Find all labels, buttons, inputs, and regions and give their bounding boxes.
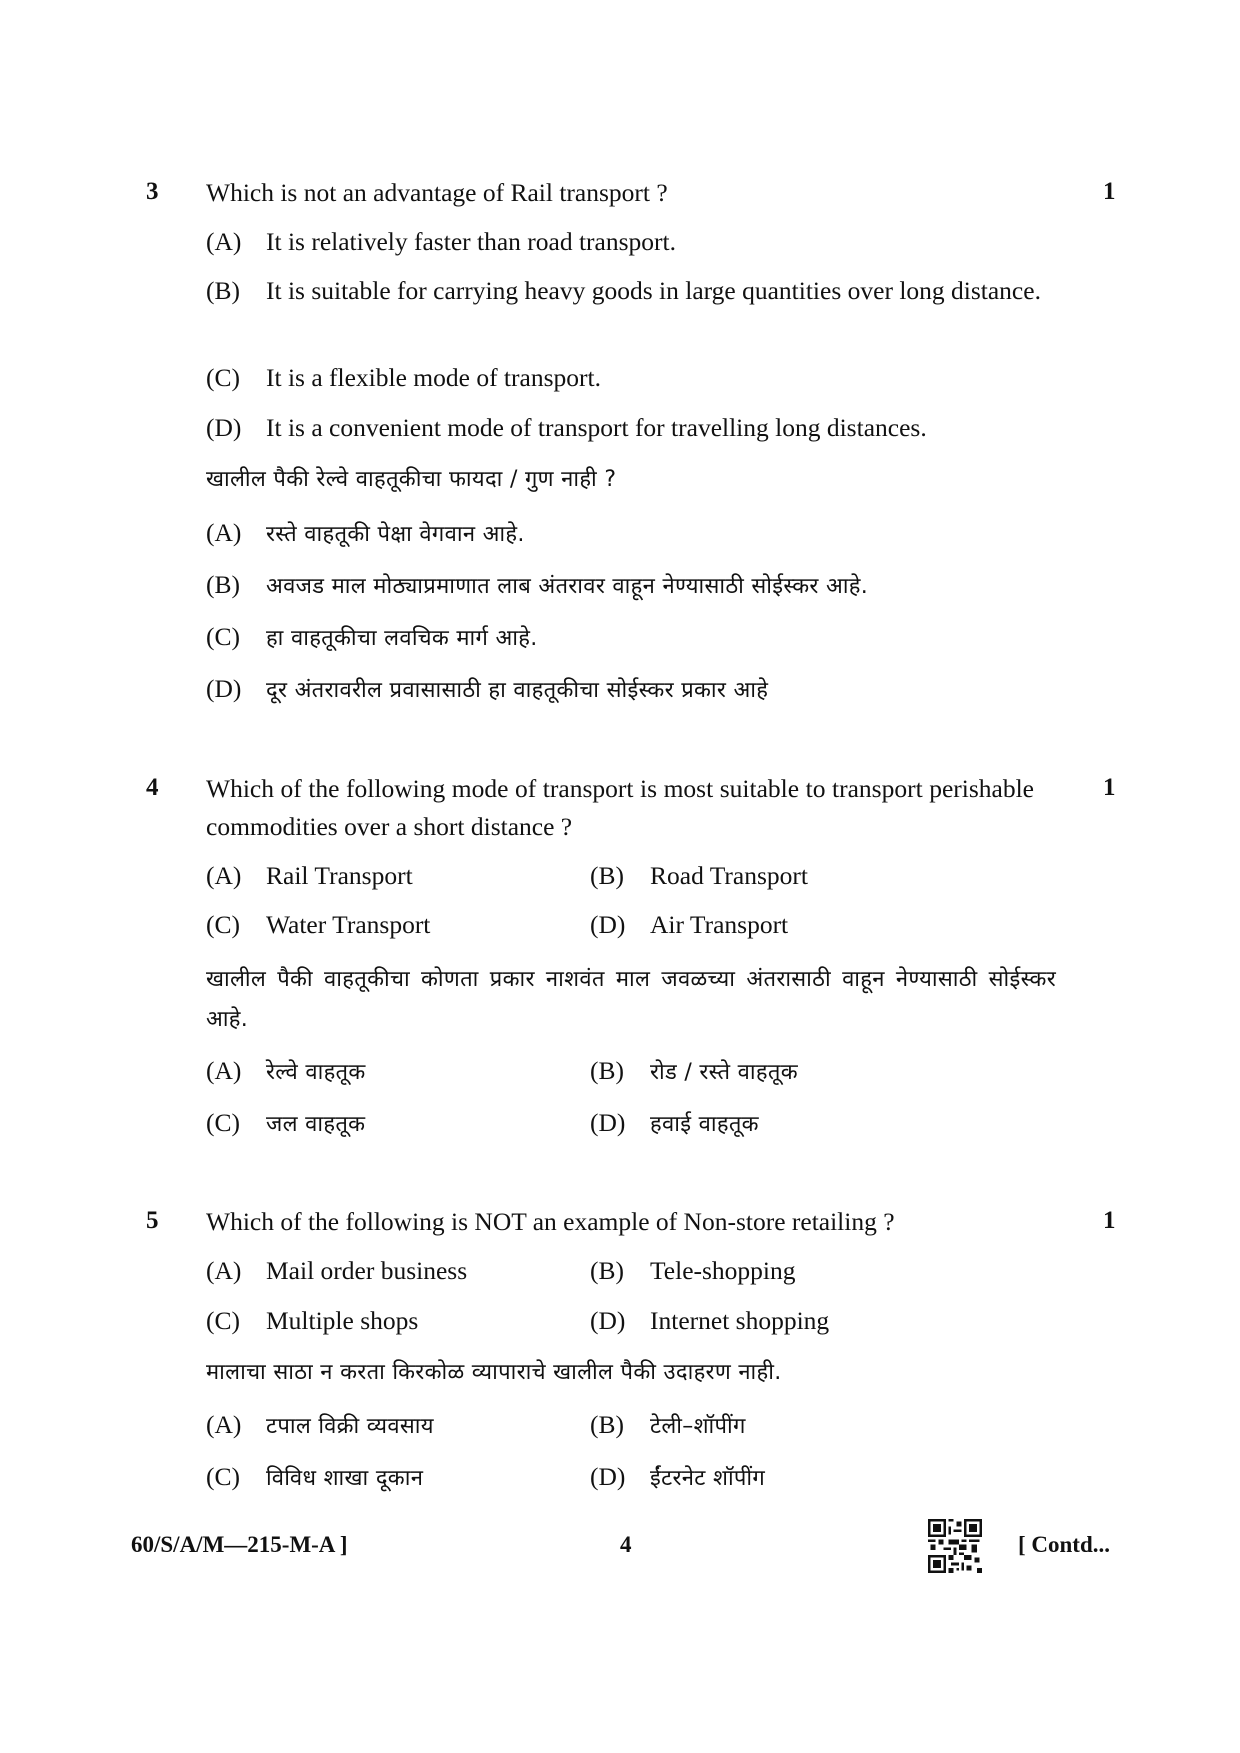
option-label: (D) — [206, 413, 242, 442]
option-b-mr — [590, 1052, 798, 1092]
option-label: (D) — [590, 1108, 626, 1137]
option-label: (C) — [206, 1306, 240, 1335]
option-text: जल वाहतूक — [266, 1112, 366, 1137]
paper-code: 60/S/A/M—215-M-A ] — [131, 1532, 348, 1557]
option-text: It is a convenient mode of transport for travelling long distances. — [266, 413, 927, 442]
option-text: अवजड माल मोठ्याप्रमाणात लाब अंतरावर वाहून नेण्यासाठी सोईस्कर आहे. — [266, 574, 869, 599]
option-label: (C) — [206, 622, 240, 651]
option-text: टेली–शॉपींग — [650, 1414, 746, 1439]
option-label: (C) — [206, 1108, 240, 1137]
option-text: रोड / रस्ते वाहतूक — [650, 1060, 798, 1085]
option-label: (A) — [206, 227, 242, 256]
option-label: (D) — [590, 910, 626, 939]
option-b-en — [206, 272, 1118, 310]
option-a-mr — [206, 514, 525, 554]
page-number: 4 — [620, 1532, 632, 1557]
option-text: टपाल विक्री व्यवसाय — [266, 1414, 434, 1439]
option-label: (B) — [590, 1410, 624, 1439]
option-label: (D) — [590, 1462, 626, 1491]
option-text: Internet shopping — [650, 1306, 830, 1335]
option-d-en — [590, 906, 788, 944]
option-text: हवाई वाहतूक — [650, 1112, 759, 1137]
option-b-en — [590, 857, 808, 895]
option-text: Multiple shops — [266, 1306, 419, 1335]
option-text: It is a flexible mode of transport. — [266, 363, 601, 392]
option-a-en — [206, 857, 413, 895]
option-label: (B) — [590, 1056, 624, 1085]
option-text: ईंटरनेट शॉपींग — [650, 1466, 766, 1491]
option-text: Air Transport — [650, 910, 789, 939]
option-d-mr — [590, 1104, 759, 1144]
option-text: Road Transport — [650, 861, 808, 890]
question-text-mr: खालील पैकी रेल्वे वाहतूकीचा फायदा / गुण नाही ? — [206, 467, 617, 492]
option-a-en — [206, 1252, 467, 1290]
option-text: Tele-shopping — [650, 1256, 796, 1285]
option-label: (C) — [206, 363, 240, 392]
question-text-en: Which is not an advantage of Rail transport ? — [206, 178, 668, 207]
option-text: Mail order business — [266, 1256, 468, 1285]
question-number: 4 — [146, 774, 159, 801]
option-label: (A) — [206, 518, 242, 547]
option-c-en — [206, 359, 601, 397]
option-text: रस्ते वाहतूकी पेक्षा वेगवान आहे. — [266, 522, 525, 547]
option-text: रेल्वे वाहतूक — [266, 1060, 366, 1085]
option-label: (B) — [206, 570, 240, 599]
question-text-en: Which of the following is NOT an example of Non-store retailing ? — [206, 1207, 895, 1236]
option-label: (A) — [206, 1256, 242, 1285]
question-number: 3 — [146, 178, 159, 205]
option-text: हा वाहतूकीचा लवचिक मार्ग आहे. — [266, 626, 538, 651]
question-marks: 1 — [1103, 774, 1116, 801]
option-c-en — [206, 906, 430, 944]
option-text: विविध शाखा दूकान — [266, 1466, 424, 1491]
continued-label: [ Contd... — [1018, 1532, 1111, 1557]
question-number: 5 — [146, 1207, 159, 1234]
option-d-mr — [206, 670, 768, 710]
option-label: (A) — [206, 1056, 242, 1085]
option-label: (C) — [206, 1462, 240, 1491]
option-label: (B) — [590, 1256, 624, 1285]
option-text: Water Transport — [266, 910, 431, 939]
option-text: It is suitable for carrying heavy goods in large quantities over long distance. — [266, 276, 1041, 305]
question-text-mr: मालाचा साठा न करता किरकोळ व्यापाराचे खालील पैकी उदाहरण नाही. — [206, 1360, 782, 1385]
option-a-mr — [206, 1052, 366, 1092]
option-b-mr — [590, 1406, 746, 1446]
option-label: (D) — [206, 674, 242, 703]
option-text: दूर अंतरावरील प्रवासासाठी हा वाहतूकीचा सोईस्कर प्रकार आहे — [266, 678, 769, 703]
option-text: It is relatively faster than road transport. — [266, 227, 676, 256]
qr-code-icon — [928, 1519, 982, 1573]
option-label: (B) — [590, 861, 624, 890]
option-label: (D) — [590, 1306, 626, 1335]
option-b-mr — [206, 566, 868, 606]
option-d-en — [206, 409, 927, 447]
option-c-mr — [206, 618, 538, 658]
option-d-mr — [590, 1458, 765, 1498]
option-a-en — [206, 223, 676, 261]
option-label: (A) — [206, 861, 242, 890]
question-marks: 1 — [1103, 1207, 1116, 1234]
option-label: (B) — [206, 276, 240, 305]
question-text-mr: खालील पैकी वाहतूकीचा कोणता प्रकार नाशवंत माल जवळच्या अंतरासाठी वाहून नेण्यासाठी सोईस्कर आहे. — [206, 967, 1056, 1032]
option-a-mr — [206, 1406, 434, 1446]
option-d-en — [590, 1302, 829, 1340]
option-c-mr — [206, 1458, 423, 1498]
question-text-en: Which of the following mode of transport is most suitable to transport perishable commodities over a short distance ? — [206, 774, 1034, 841]
option-text: Rail Transport — [266, 861, 413, 890]
option-c-mr — [206, 1104, 365, 1144]
question-marks: 1 — [1103, 178, 1116, 205]
option-c-en — [206, 1302, 418, 1340]
option-label: (A) — [206, 1410, 242, 1439]
option-label: (C) — [206, 910, 240, 939]
option-b-en — [590, 1252, 796, 1290]
